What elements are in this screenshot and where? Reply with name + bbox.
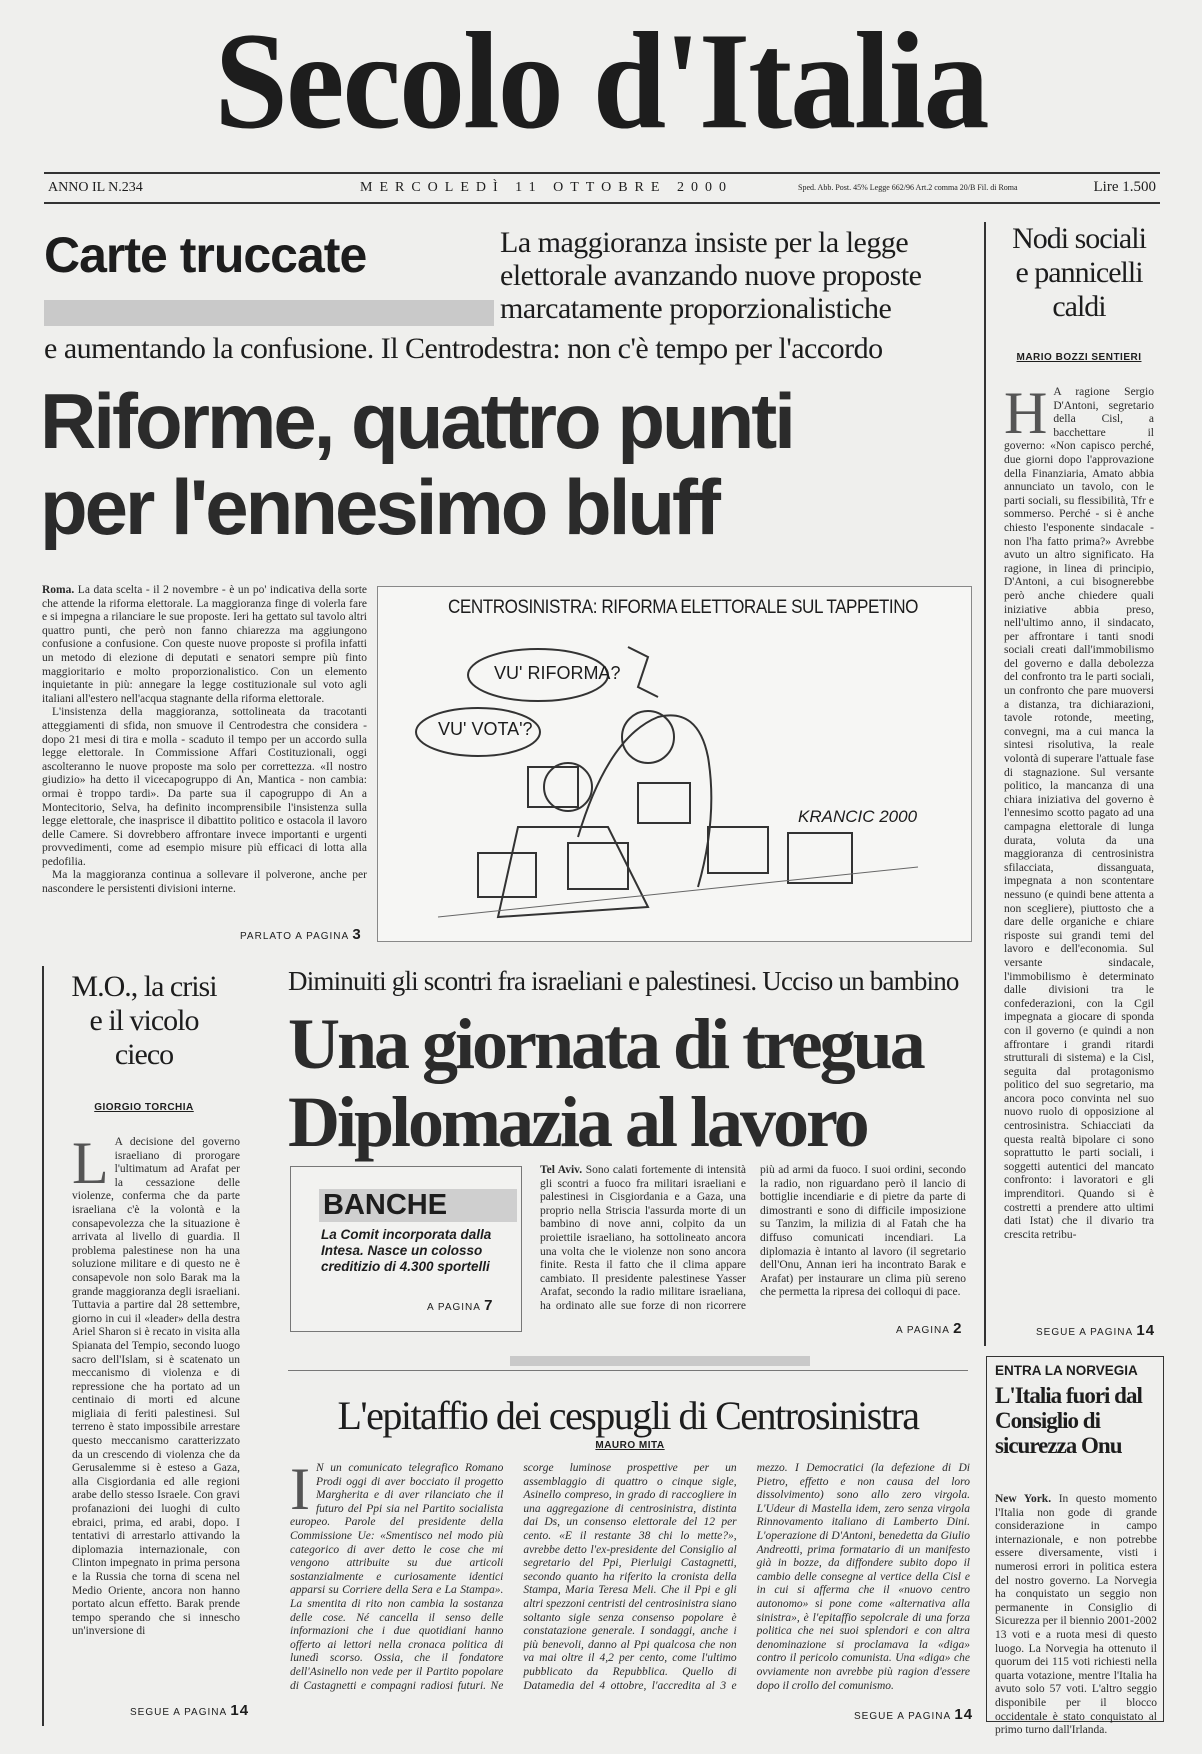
cartoon-signature: KRANCIC 2000 <box>798 807 918 826</box>
lead-deck-tail: e aumentando la confusione. Il Centrodestra: non c'è tempo per l'accordo <box>44 332 883 365</box>
left-column-byline: GIORGIO TORCHIA <box>94 1102 194 1113</box>
bottom-byline: MAURO MITA <box>595 1440 665 1451</box>
middle-deck: Diminuiti gli scontri fra israeliani e palestinesi. Ucciso un bambino <box>288 966 959 996</box>
lead-continued: PARLATO A PAGINA 3 <box>240 926 362 943</box>
lead-paragraph-2: L'insistenza della maggioranza, sottolineata da tracotanti atteggiamenti di sfida, non smuove il Centrodestra che considera - dopo 21 mesi di tira e molla - scaduto il tempo per un accordo sulla legge elettorale. In Commissione Affari Costituzionali, oggi ascolteranno le nuove proposte ma solo per correttezza. «Il nostro giudizio» ha detto il vicecapogruppo di An, Mantica - non cambia: ormai è troppo tardi». Da parte sua il capogruppo di An a Montecitorio, Selva, ha definito incomprensibile l'insistenza sulla legge elettorale, che inasprisce il dibattito politico e ostacola il lavoro delle Camere. Si dovrebbero affrontare invece importanti e urgenti provvedimenti, come ad esempio misure più efficaci di lotta alla pedofilia. <box>42 706 367 868</box>
norvegia-box <box>986 1356 1164 1737</box>
middle-dateline: Tel Aviv. <box>540 1164 583 1176</box>
middle-headline-line-1: Una giornata di tregua <box>288 1004 923 1084</box>
lead-continued-page: 3 <box>352 926 362 943</box>
bottom-headline: L'epitaffio dei cespugli di Centrosinistra <box>337 1393 919 1438</box>
kicker-underbar <box>44 300 494 326</box>
right-column-continued: SEGUE A PAGINA 14 <box>1036 1322 1156 1339</box>
middle-headline-line-2: Diplomazia al lavoro <box>288 1082 867 1162</box>
postal-note: Sped. Abb. Post. 45% Legge 662/96 Art.2 comma 20/B Fil. di Roma <box>798 183 1018 192</box>
issue-number: ANNO IL N.234 <box>48 180 143 195</box>
right-column-byline: MARIO BOZZI SENTIERI <box>1016 352 1142 363</box>
norvegia-kicker: ENTRA LA NORVEGIA <box>995 1363 1138 1378</box>
cartoon-bubble-1: VU' RIFORMA? <box>494 663 621 683</box>
bottom-divider <box>288 1370 968 1371</box>
lead-paragraph-3: Ma la maggioranza continua a sollevare il polverone, anche per nascondere le persistenti divisioni interne. <box>42 869 367 896</box>
cartoon-drawing <box>378 587 971 941</box>
lead-paragraph-1: La data scelta - il 2 novembre - è un po' indicativa della sorte che attende la riforma elettorale. La maggioranza finge di volerla fare e si impegna a rilanciare le sue proposte. Ieri ha gettato sul tavolo altri quattro punti, che però non fanno chiarezza ma aggiungono confusione a confusione. Con queste nuove proposte si profila infatti un metodo di elezione di deputati e senatori sempre più finto maggioritario e molto proporzionalistico. Con un elemento inquietante in più: annegare la legge costituzionale sul voto agli italiani all'estero nell'acqua stagnante della riforma elettorale. <box>42 584 368 705</box>
left-column-rule <box>42 966 44 1726</box>
cartoon <box>377 586 972 942</box>
lead-headline-line-2: per l'ennesimo bluff <box>40 463 718 551</box>
banche-text: La Comit incorporata dalla Intesa. Nasce un colosso creditizio di 4.300 sportelli <box>321 1227 492 1274</box>
banche-title: BANCHE <box>319 1189 517 1222</box>
middle-continued: A PAGINA 2 <box>896 1320 963 1337</box>
left-column-title: M.O., la crisi e il vicolo cieco <box>71 970 217 1071</box>
left-column-body: L A decisione del governo israeliano di prorogare l'ultimatum ad Arafat per la cessazione delle violenze, conferma che da parte israeliana c'è la volontà e la consapevolezza che la situazione è arrivata al livello di guardia. Il problema palestinese non ha una soluzione militare e di questo ne è consapevole non solo Barak ma la grande maggioranza degli israeliani. Tuttavia a partire dal 28 settembre, giorno in cui il «leader» della destra Ariel Sharon si è recato in visita alla Spianata del Tempio, secondo luogo sacro dell'Islam, si è scatenato un meccanismo di violenza e di repressione che ha portato ad un centinaio di morti ed alcune migliaia di feriti palestinesi. Sul terreno è stato impossibile arrestare questo meccanismo caratterizzato da un crescendo di violenza che da Gerusalemme si è esteso a Gaza, alla Cisgiordania ed alle regioni arabe dello stesso Israele. Con gravi profanazioni dei luoghi di culto ebraici, prima, ed arabi, dopo. I tentativi di arrestarlo attivando la diplomazia internazionale, con Clinton impegnato in prima persona e la Russia che torna di scena nel Medio Oriente, ancora non hanno portato alcun effetto. Barak prende tempo sperando che si innescho un'inversione di <box>72 1130 240 1638</box>
middle-body: Tel Aviv. Sono calati fortemente di intensità gli scontri a fuoco fra militari israeliani e palestinesi in Cisgiordania e a Gaza, una proprio nella Striscia l'assurda morte di un bambino di nove anni, colpito da un proiettile israeliano, ha sottolineato ancora una volta che le violenze non sono ancora finite. Resta il fatto che il clima appare cambiato. Il presidente palestinese Yasser Arafat, secondo la radio militare israeliana, ha ordinato alle sue forze di non ricorrere più ad armi da fuoco. I suoi ordini, secondo la radio, non riguardano però il lancio di bottiglie incendiarie e di pietre da parte di dimostranti e sono di difficile imposizione su Tanzim, la milizia di al Fatah che ha diffuso comunicati incendiari. La diplomazia è intanto al lavoro (il segretario dell'Onu, Annan ieri ha incontrato Barak e Arafat) per instaurare un clima più sereno che permetta la ripresa dei colloqui di pace. <box>540 1164 966 1312</box>
price: Lire 1.500 <box>1093 179 1156 195</box>
bottom-dropcap: I <box>290 1456 310 1522</box>
dateline-bar <box>44 172 1160 204</box>
right-column-dropcap: H <box>1004 380 1048 446</box>
masthead-title: Secolo d'Italia <box>214 3 988 158</box>
right-column-rule <box>984 222 986 1346</box>
cartoon-caption: CENTROSINISTRA: RIFORMA ELETTORALE SUL TAPPETINO <box>448 597 918 618</box>
bottom-continued: SEGUE A PAGINA 14 <box>854 1706 974 1723</box>
lead-kicker: Carte truccate <box>44 227 367 283</box>
right-column-body: H A ragione Sergio D'Antoni, segretario della Cisl, a bacchettare il governo: «Non capisco perché, due giorni dopo l'approvazione della Finanziaria, Amato abbia annunciato un tavolo, con le parti sociali, su flessibilità, Tfr e sommerso. Perché - si è anche chiesto l'esponente sindacale - non l'ha fatto prima?» Avrebbe avuto un altro significato. Ha ragione, in linea di principio, D'Antoni, a cui bisognerebbe però anche chiedere quali iniziative abbia preso, nell'ultimo anno, il sindacato, per affrontare i tanti snodi sociali creati dall'immobilismo del governo e dalla debolezza del confronto tra le parti sociali, un confronto che pare muoversi a distanza, tra dichiarazioni, tavole rotonde, meeting, convegni, ma a cui manca la sintesi risolutiva, la reale volontà di superare l'attuale fase di stagnazione. Sul versante politico, la mancanza di una chiara iniziativa del governo è l'ennesimo scotto pagato ad una campagna elettorale di lunga durata, voluta da una maggioranza di centrosinistra sfilacciata, dissanguata, impegnata a non scontentare nessuno (e quindi bene attenta a non scegliere), piuttosto che a dare delle organiche e chiare risposte sui grandi temi del lavoro e dell'economia. Sul versante sindacale, l'immobilismo è determinato dalle divisioni tra le confederazioni, con la Cgil impegnata a giocare di sponda con il governo (e quindi a non affrontare i grandi ritardi strutturali di sistema) e la Cisl, seguita dal protagonismo politico del suo segretario, ma ancora poco convinta nel suo nuovo ruolo di opposizione al centrosinistra. Schiacciati da questa realtà bipolare ci sono soprattutto le parti sociali, i soggetti autentici del mancato confronto: i lavoratori e gli imprenditori. Quando si è costretti a prendere atto ultimi dati Istat) che il divario tra crescita retribu- <box>1004 380 1154 1241</box>
lead-body <box>42 584 367 926</box>
norvegia-dateline: New York. <box>995 1493 1052 1505</box>
lead-deck: La maggioranza insiste per la legge elettorale avanzando nuove proposte marcatamente proporzionalistiche <box>500 226 922 325</box>
lead-dateline: Roma. <box>42 584 75 596</box>
norvegia-body: New York. In questo momento l'Italia non gode di grande considerazione in campo internazionale, e non potrebbe essere diversamente, visti i numerosi errori in politica estera del nostro governo. La Norvegia ha conquistato un seggio non permanente in Consiglio di Sicurezza per il biennio 2001-2002 13 voti e a ruota mesi di questo luogo. La Norvegia ha ottenuto il quorum dei 115 voti richiesti nella quarta votazione, mentre l'Italia ha avuto solo 57 voti. L'altro seggio disponibile per il blocco occidentale è stato conquistato al primo turno dall'Irlanda. <box>995 1493 1157 1737</box>
left-column-dropcap: L <box>72 1130 109 1196</box>
cartoon-bubble-2: VU' VOTA'? <box>438 719 533 739</box>
right-column-title: Nodi sociali e pannicelli caldi <box>1012 222 1146 323</box>
left-column-continued: SEGUE A PAGINA 14 <box>130 1702 250 1719</box>
banche-box <box>290 1166 522 1332</box>
bottom-body: I N un comunicato telegrafico Romano Prodi oggi di aver bocciato il progetto Margherita e di aver rilanciato che il futuro del Ppi sia nel Partito socialista europeo. Parole del presidente della Commissione Ue: «Smentisco nel modo più categorico di aver detto le cose che mi vengono attribuite su due articoli sostanzialmente e curiosamente identici apparsi su Corriere della Sera e La Stampa». La smentita di rito non cambia la sostanza delle cose. Né cancella il senso delle informazioni che i due quotidiani hanno offerto ai lettori nella cronaca politica di lunedì scorso. Ossia, che il fondatore dell'Asinello non vede per il Partito popolare di Castagnetti e compagni radiosi futuri. Ne scorge luminose prospettive per un assemblaggio di quattro o cinque sigle, Asinello compreso, in grado di raccogliere in una aggregazione di centrosinistra, distinta dai Ds, un consenso elettorale del 12 per cento. «E il restante 38 chi lo mette?», avrebbe detto l'ex-presidente del Consiglio al segretario del Ppi, Pierluigi Castagnetti, secondo quanto ha riferito la cronista della Stampa, Maria Teresa Meli. Che il Ppi e gli altri spezzoni centristi del centrosinistra siano soltanto sigle senza consenso popolare è constatazione generale. I sondaggi, anche i più benevoli, danno al Ppi qualcosa che non va mai oltre il 4,2 per cento, come l'ultimo pubblicato da Repubblica. Quello di Datamedia del 4 ottobre, l'accredita al 3 e mezzo. I Democratici (la defezione di Di Pietro, effetto e non causa del loro dissolvimento) sono allo zero virgola. L'Udeur di Mastella idem, zero senza virgola Rinnovamento italiano di Lamberto Dini. L'operazione di D'Antoni, benedetta da Giulio Andreotti, prima formatario di un manifesto già in bozze, da diffondere subito dopo il cambio delle consegne al vertice della Cisl e in cui si afferma che il «nuovo centro autonomo» si pone come «alternativa alla sinistra», è l'epitaffio sepolcrale di una forza politica che nei suoi splendori e con altra denominazione si proclamava la «diga» contro il pericolo comunista. Una «diga» che ovviamente non avrebbe più ragion d'essere dopo il crollo del comunismo. <box>290 1456 970 1692</box>
banche-continued: A PAGINA 7 <box>427 1297 494 1314</box>
norvegia-title: L'Italia fuori dal Consiglio di sicurezza Onu <box>995 1383 1142 1458</box>
lead-headline-line-1: Riforme, quattro punti <box>40 377 793 465</box>
issue-date: MERCOLEDÌ 11 OTTOBRE 2000 <box>360 180 733 195</box>
bottom-top-bar <box>510 1356 810 1366</box>
